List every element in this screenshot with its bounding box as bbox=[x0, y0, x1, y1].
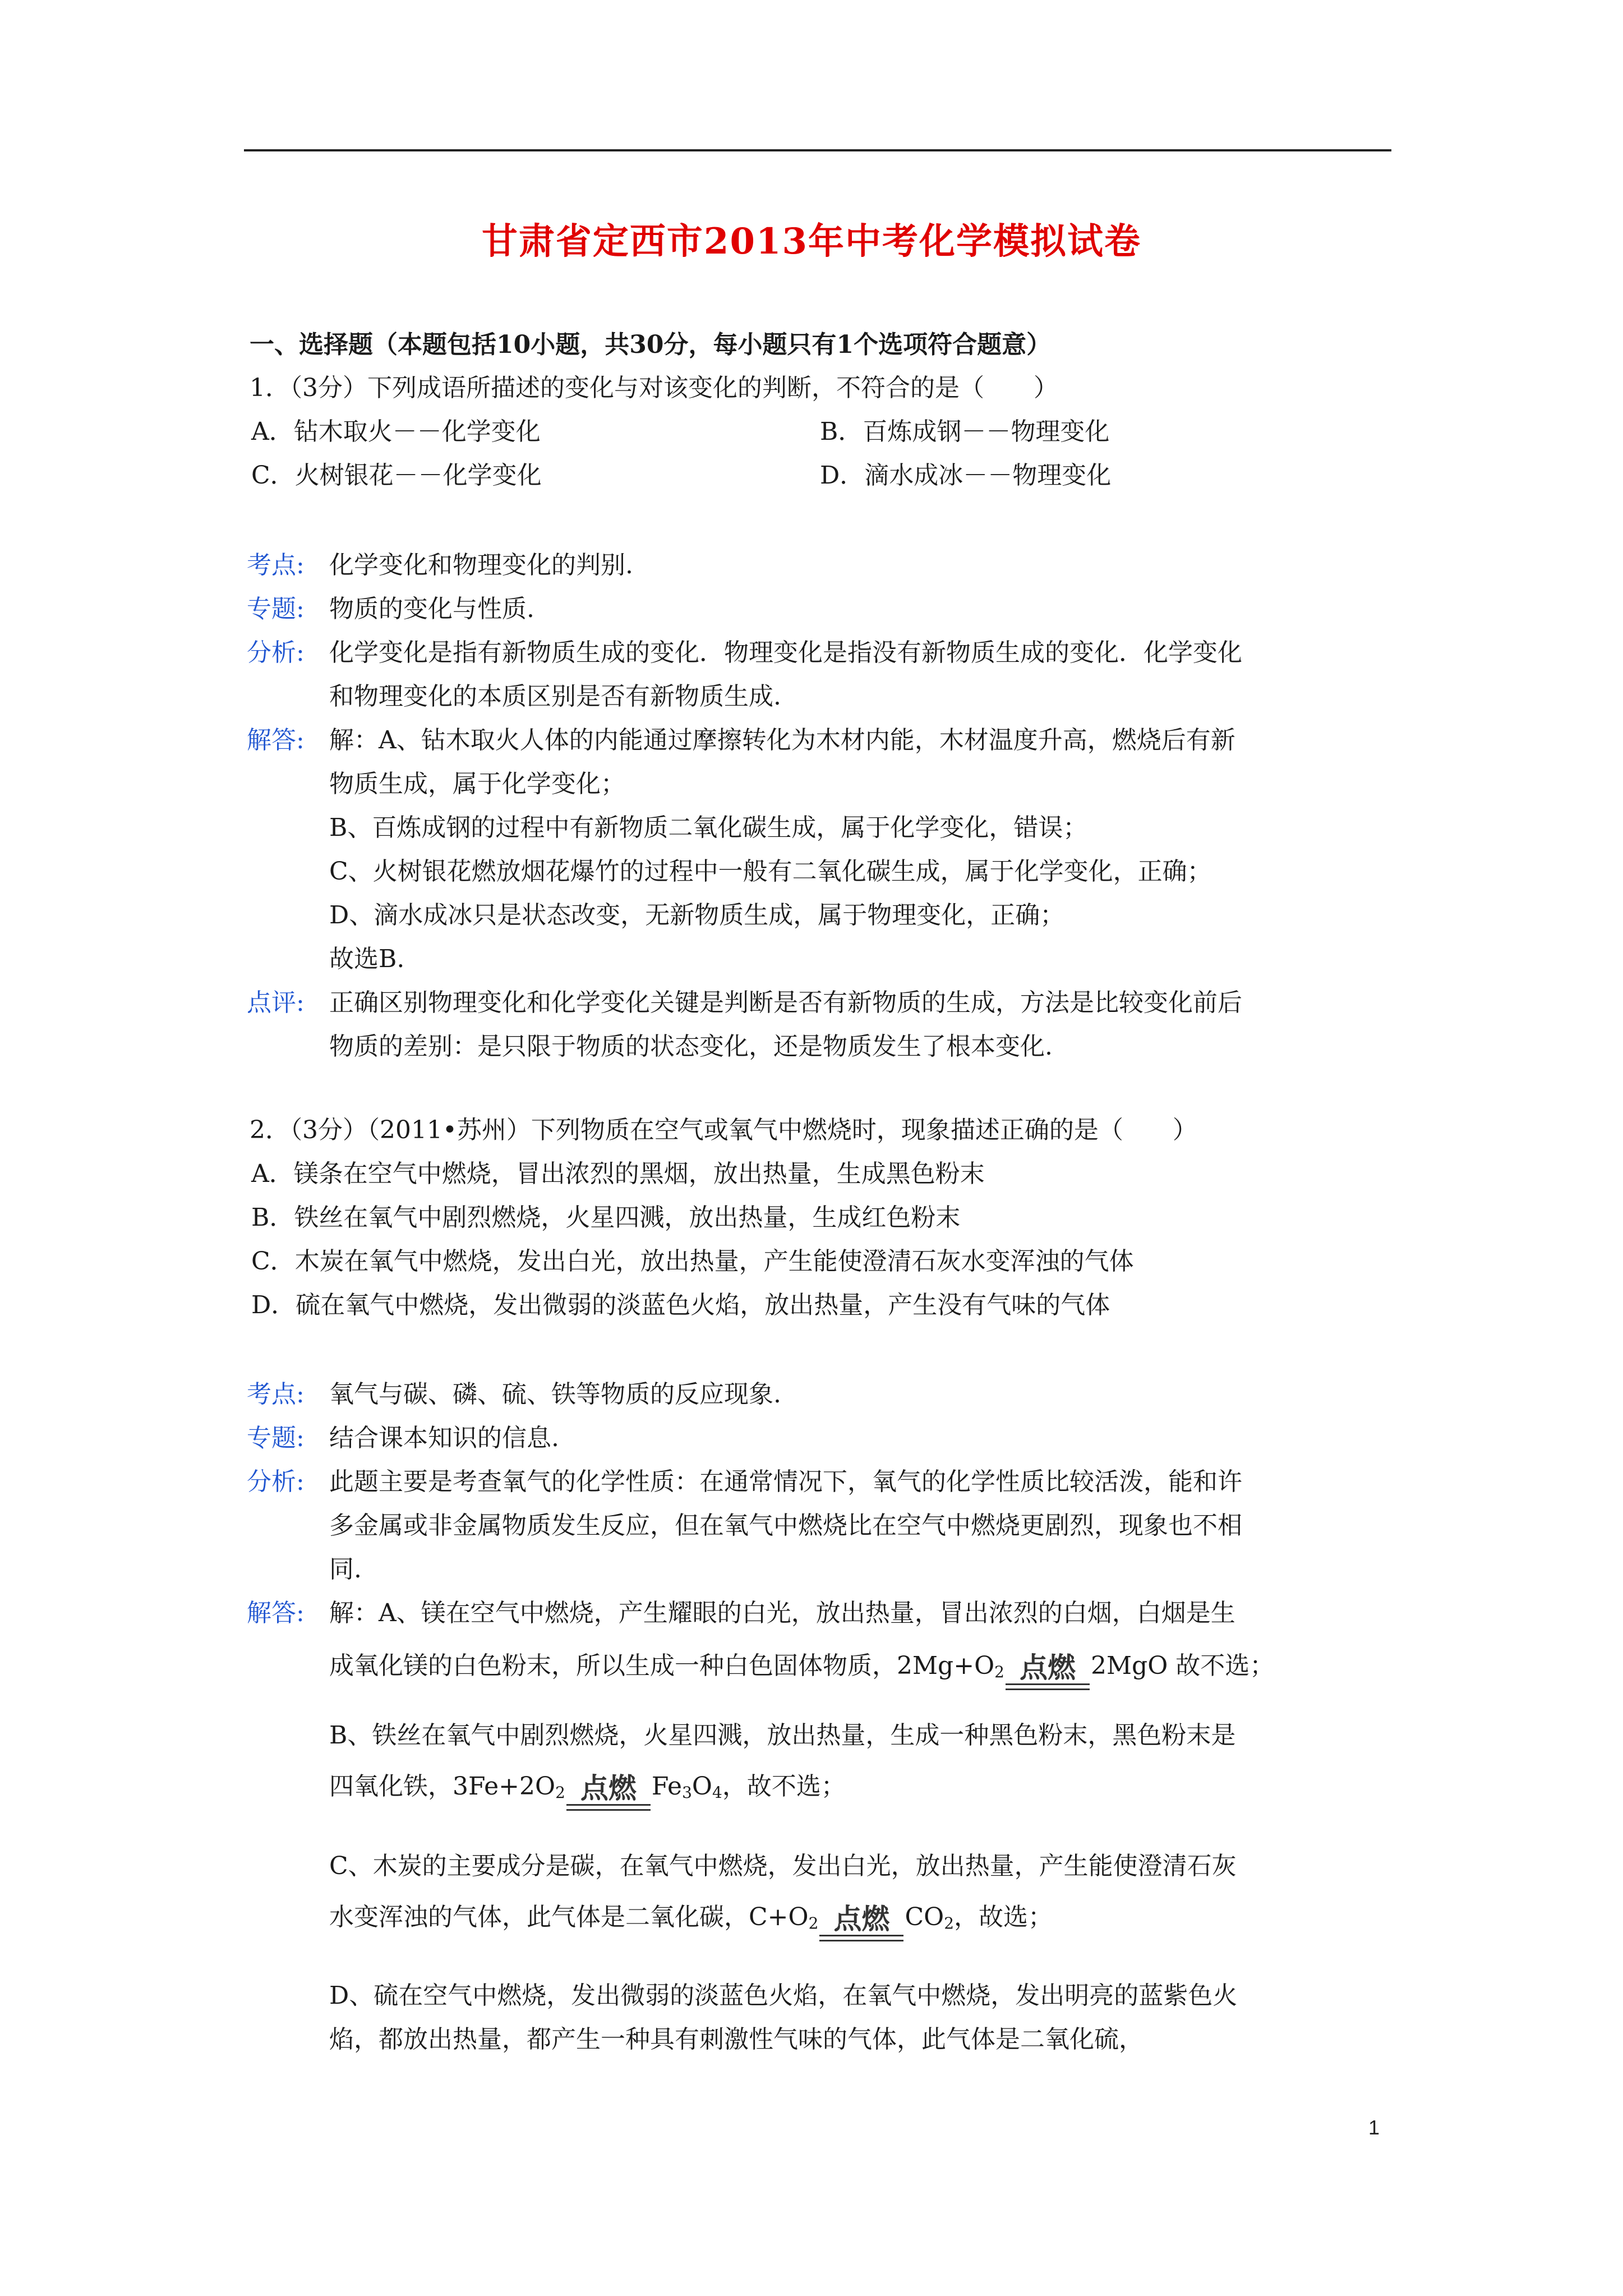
q2-jieda-d-line1: D、硫在空气中燃烧，发出微弱的淡蓝色火焰，在氧气中燃烧，发出明亮的蓝紫色火 bbox=[329, 1981, 1238, 2010]
q1-jieda-line: D、滴水成冰只是状态改变，无新物质生成，属于物理变化，正确； bbox=[329, 901, 1065, 930]
q2-kaodian: 氧气与碳、磷、硫、铁等物质的反应现象. bbox=[329, 1380, 781, 1409]
q2-jieda-a-line2: 成氧化镁的白色粉末，所以生成一种白色固体物质，$2Mg+O_2$ 点燃 2MgO 故不选； bbox=[329, 1649, 1274, 1690]
q2-option-d: D．硫在氧气中燃烧，发出微弱的淡蓝色火焰，放出热量，产生没有气味的气体 bbox=[251, 1291, 1110, 1319]
q2-jieda-c-line2: 水变浑浊的气体，此气体是二氧化碳，$C+O_2$ 点燃 $CO_2$，故选； bbox=[329, 1901, 1053, 1941]
q1-zhuanti-label: 专题: bbox=[247, 595, 305, 623]
q2-jieda-c-line1: C、木炭的主要成分是碳，在氧气中燃烧，发出白光，放出热量，产生能使澄清石灰 bbox=[329, 1852, 1237, 1880]
q1-fenxi-line: 和物理变化的本质区别是否有新物质生成. bbox=[329, 682, 781, 711]
q1-zhuanti: 物质的变化与性质. bbox=[329, 595, 534, 623]
q2-jieda-b-line2: 四氧化铁，$3Fe+2O_2$ 点燃 $Fe_3O_4$，故不选； bbox=[329, 1770, 846, 1811]
q2-jieda-a-line1: 解：A、镁在空气中燃烧，产生耀眼的白光，放出热量，冒出浓烈的白烟，白烟是生 bbox=[329, 1599, 1235, 1627]
q2-zhuanti-label: 专题: bbox=[247, 1424, 305, 1452]
q2-zhuanti: 结合课本知识的信息. bbox=[329, 1424, 559, 1452]
q1-dianping-label: 点评: bbox=[247, 988, 305, 1017]
q1-dianping-line: 正确区别物理变化和化学变化关键是判断是否有新物质的生成，方法是比较变化前后 bbox=[329, 988, 1242, 1017]
q2-fenxi-label: 分析: bbox=[247, 1467, 305, 1496]
q2-fenxi-line: 多金属或非金属物质发生反应，但在氧气中燃烧比在空气中燃烧更剧烈，现象也不相 bbox=[329, 1511, 1242, 1540]
q1-jieda-line: C、火树银花燃放烟花爆竹的过程中一般有二氧化碳生成，属于化学变化，正确； bbox=[329, 857, 1212, 886]
q2-jieda-b-line1: B、铁丝在氧气中剧烈燃烧，火星四溅，放出热量，生成一种黑色粉末，黑色粉末是 bbox=[329, 1721, 1236, 1750]
q2-stem: 2．（3分）（2011•苏州）下列物质在空气或氧气中燃烧时，现象描述正确的是（ ） bbox=[250, 1116, 1197, 1144]
q2-jieda-d-line2: 焰，都放出热量，都产生一种具有刺激性气味的气体，此气体是二氧化硫， bbox=[329, 2025, 1144, 2054]
q2-fenxi-line: 此题主要是考查氧气的化学性质：在通常情况下，氧气的化学性质比较活泼，能和许 bbox=[329, 1467, 1242, 1496]
reaction-condition: 点燃 bbox=[566, 1773, 651, 1811]
q1-option-a: A．钻木取火－－化学变化 bbox=[251, 417, 541, 446]
q2-option-c: C．木炭在氧气中燃烧，发出白光，放出热量，产生能使澄清石灰水变浑浊的气体 bbox=[251, 1247, 1134, 1276]
equals-sign bbox=[566, 1804, 651, 1811]
q2-fenxi-line: 同. bbox=[329, 1555, 362, 1584]
section-heading: 一、选择题（本题包括10小题，共30分，每小题只有1个选项符合题意） bbox=[250, 330, 1052, 359]
q1-jieda-line: B、百炼成钢的过程中有新物质二氧化碳生成，属于化学变化，错误； bbox=[329, 813, 1088, 842]
q1-jieda-line: 物质生成，属于化学变化； bbox=[329, 770, 625, 798]
q1-kaodian-label: 考点: bbox=[247, 551, 305, 579]
q1-kaodian: 化学变化和物理变化的判别. bbox=[329, 551, 633, 579]
q1-jieda-label: 解答: bbox=[247, 726, 305, 754]
q1-stem: 1．（3分）下列成语所描述的变化与对该变化的判断，不符合的是（ ） bbox=[250, 374, 1058, 402]
q1-option-c: C．火树银花－－化学变化 bbox=[251, 461, 542, 490]
reaction-condition: 点燃 bbox=[1006, 1652, 1090, 1690]
document-title: 甘肃省定西市2013年中考化学模拟试卷 bbox=[481, 220, 1142, 263]
q1-dianping-line: 物质的差别：是只限于物质的状态变化，还是物质发生了根本变化. bbox=[329, 1032, 1053, 1061]
page-number: 1 bbox=[1368, 2116, 1380, 2139]
q1-fenxi-label: 分析: bbox=[247, 638, 305, 667]
header-rule bbox=[244, 149, 1391, 151]
q1-option-d: D．滴水成冰－－物理变化 bbox=[820, 461, 1112, 490]
equals-sign bbox=[1006, 1683, 1090, 1690]
reaction-condition: 点燃 bbox=[819, 1903, 903, 1941]
q2-option-a: A．镁条在空气中燃烧，冒出浓烈的黑烟，放出热量，生成黑色粉末 bbox=[251, 1159, 985, 1188]
q2-jieda-label: 解答: bbox=[247, 1599, 305, 1627]
q1-jieda-line: 解：A、钻木取火人体的内能通过摩擦转化为木材内能，木材温度升高，燃烧后有新 bbox=[329, 726, 1235, 754]
q1-option-b: B．百炼成钢－－物理变化 bbox=[820, 417, 1110, 446]
q2-kaodian-label: 考点: bbox=[247, 1380, 305, 1409]
q1-fenxi-line: 化学变化是指有新物质生成的变化．物理变化是指没有新物质生成的变化．化学变化 bbox=[329, 638, 1242, 667]
q2-option-b: B．铁丝在氧气中剧烈燃烧，火星四溅，放出热量，生成红色粉末 bbox=[251, 1203, 961, 1232]
equals-sign bbox=[819, 1935, 903, 1941]
q1-jieda-line: 故选B. bbox=[329, 945, 405, 973]
